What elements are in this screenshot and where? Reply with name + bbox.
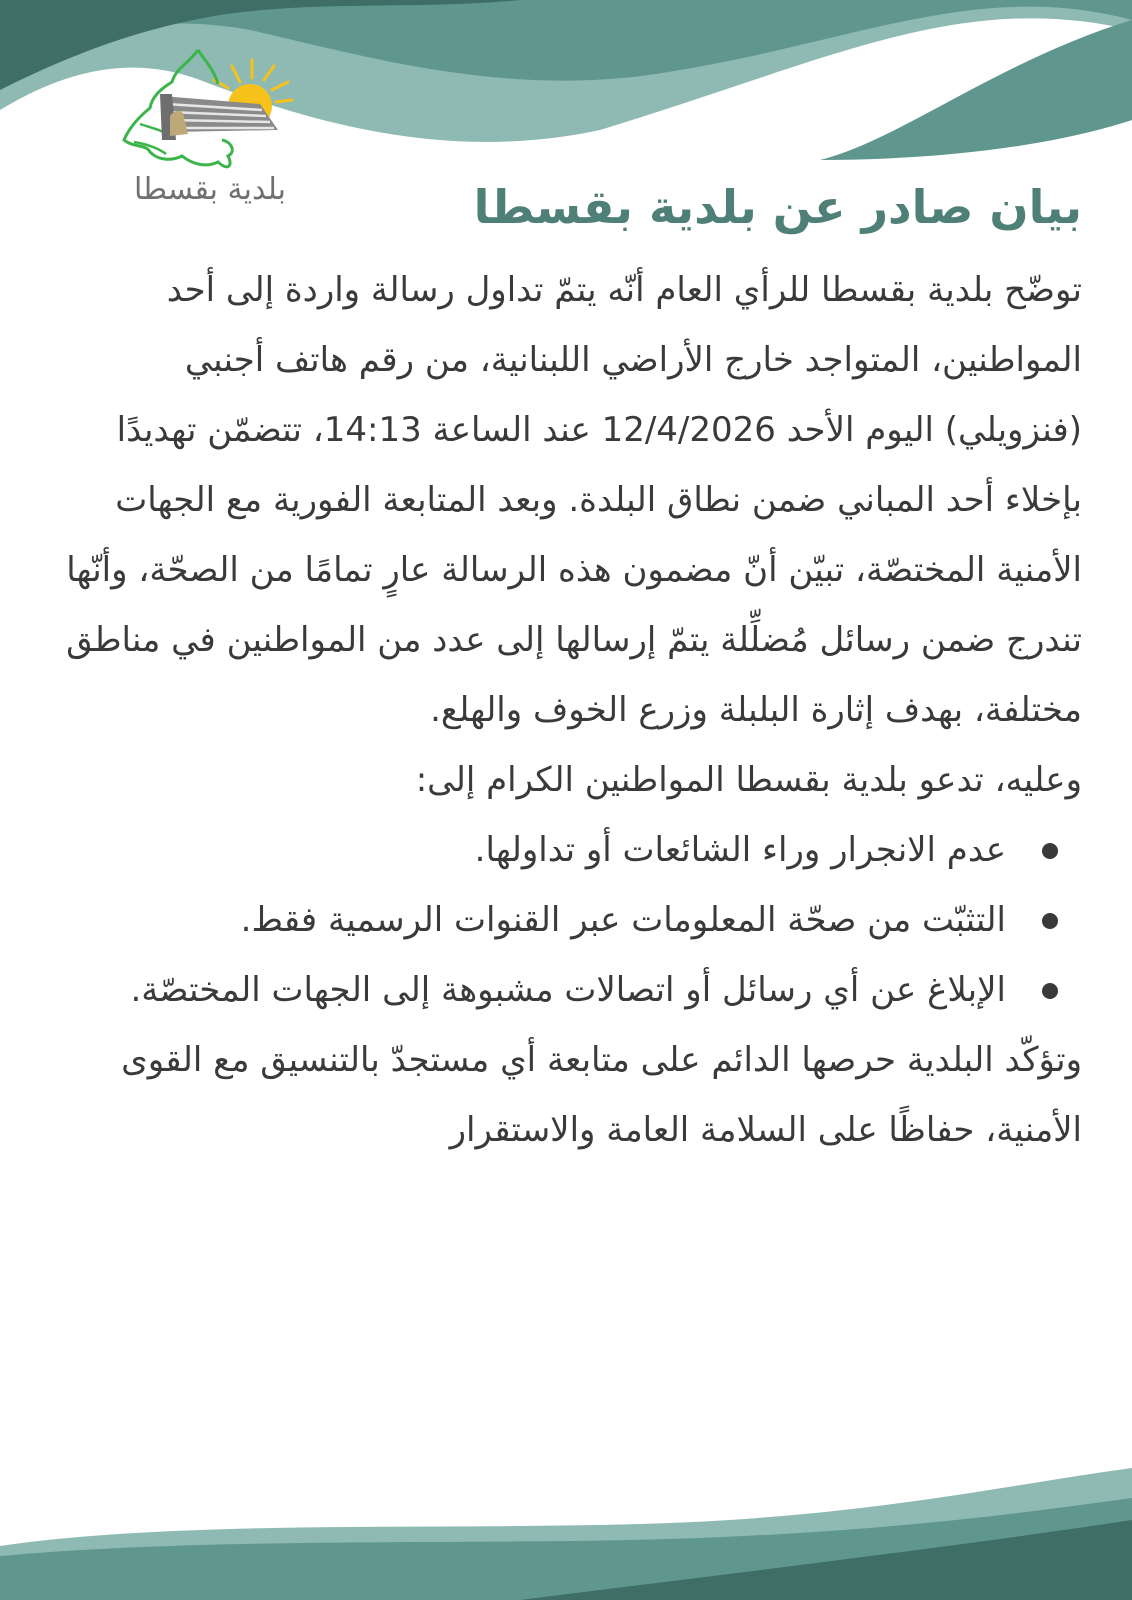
- statement-paragraph-3: وتؤكّد البلدية حرصها الدائم على متابعة أي مستجدّ بالتنسيق مع القوى الأمنية، حفاظًا على السلامة العامة والاستقرار: [121, 1040, 1082, 1150]
- statement-paragraph-1: توضّح بلدية بقسطا للرأي العام أنّه يتمّ تداول رسالة واردة إلى أحد المواطنين، المتواجد خارج الأراضي اللبنانية، من رقم هاتف أجنبي (فنزويلي) اليوم الأحد 12/4/2026 عند الساعة 14:13، تتضمّن تهديدًا بإخلاء أحد المباني ضمن نطاق البلدة. وبعد المتابعة الفورية مع الجهات الأمنية المختصّة، تبيّن أنّ مضمون هذه الرسالة عارٍ تمامًا من الصحّة، وأنّها تندرج ضمن رسائل مُضلِّلة يتمّ إرسالها إلى عدد من المواطنين في مناطق مختلفة، بهدف إثارة البلبلة وزرع الخوف والهلع.: [66, 270, 1082, 730]
- municipality-logo: [110, 44, 310, 222]
- bottom-wave-decoration: [0, 1450, 1132, 1600]
- list-item: الإبلاغ عن أي رسائل أو اتصالات مشبوهة إلى الجهات المختصّة.: [46, 955, 1082, 1025]
- list-item: عدم الانجرار وراء الشائعات أو تداولها.: [46, 815, 1082, 885]
- logo-text: بلدية بقسطا: [133, 172, 287, 207]
- statement-paragraph-2: وعليه، تدعو بلدية بقسطا المواطنين الكرام إلى:: [415, 760, 1082, 800]
- cedar-building-sun-icon: [110, 44, 310, 174]
- list-item: التثبّت من صحّة المعلومات عبر القنوات الرسمية فقط.: [46, 885, 1082, 955]
- recommendations-list: [32, 815, 1082, 1025]
- statement-body: [32, 255, 1082, 1165]
- page-title: بيان صادر عن بلدية بقسطا: [473, 180, 1082, 234]
